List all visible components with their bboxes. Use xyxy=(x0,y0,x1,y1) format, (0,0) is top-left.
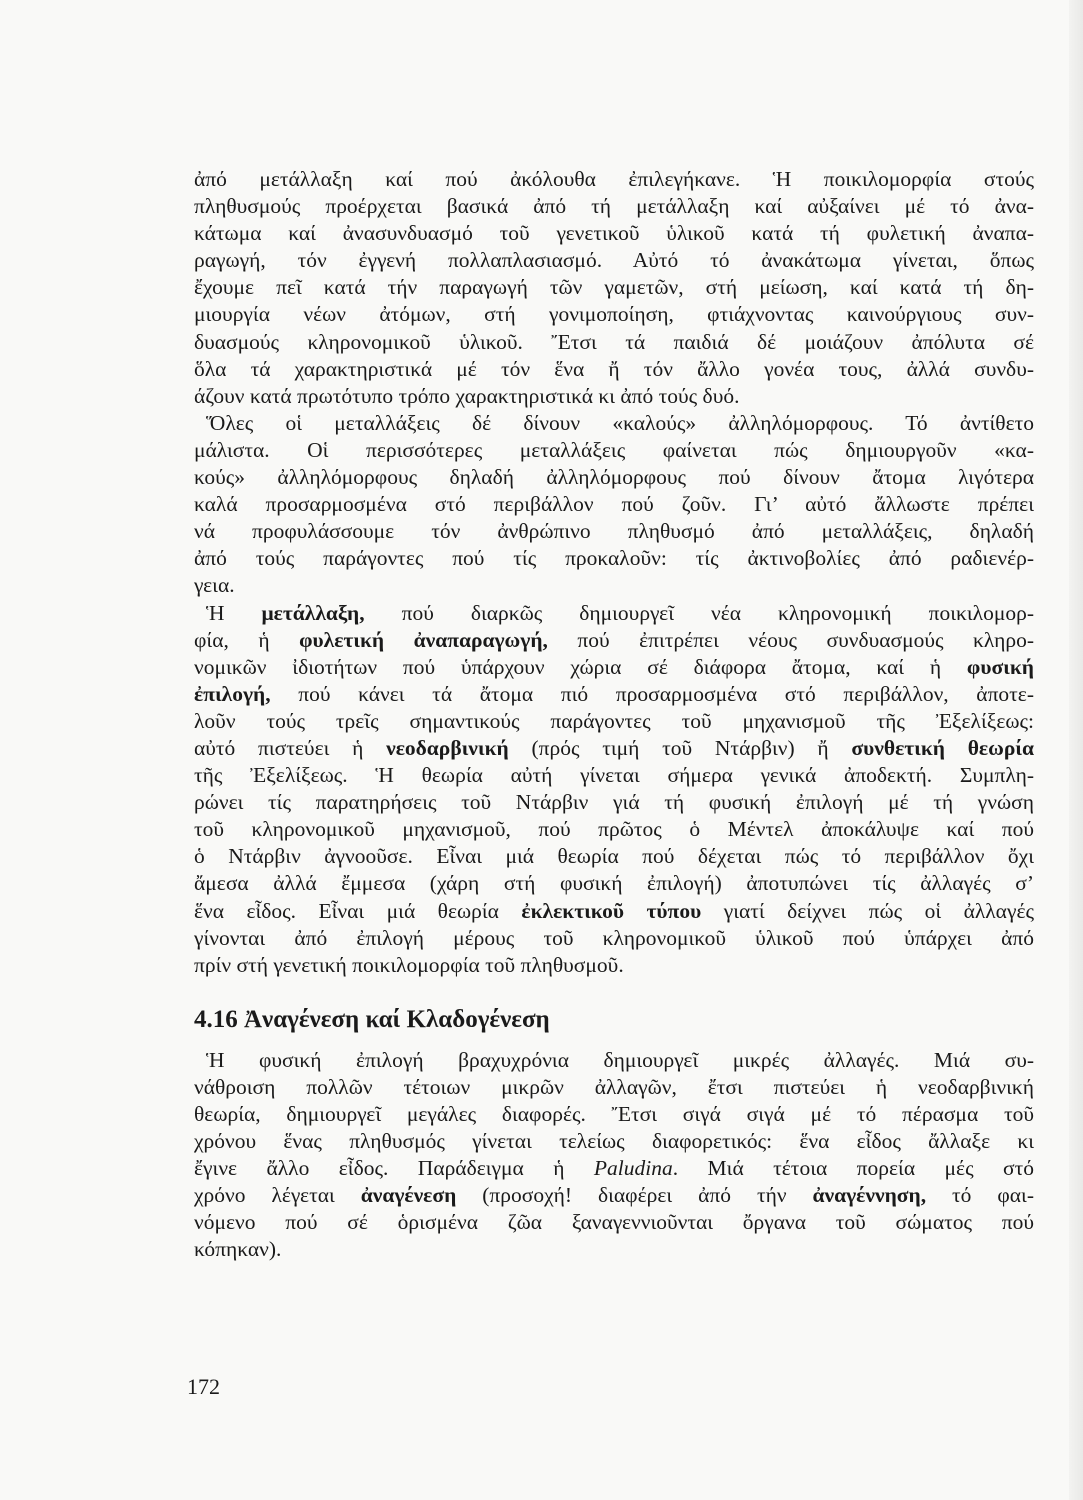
text-run: τοῦ κληρονομικοῦ μηχανισμοῦ, πού πρῶτος ὁ Μέντελ ἀποκάλυψε καί πού xyxy=(194,817,1034,842)
text-line: ἀπό τούς παράγοντες πού τίς προκαλοῦν: τίς ἀκτινοβολίες ἀπό ραδιενέρ- xyxy=(194,546,1034,571)
page-edge-shadow xyxy=(1069,0,1083,1500)
text-run: ρώνει τίς παρατηρήσεις τοῦ Ντάρβιν γιά τή φυσική ἐπιλογή μέ τή γνώση xyxy=(194,790,1034,815)
text-line xyxy=(194,735,1034,762)
text-run: ἔγινε ἄλλο εἶδος. Παράδειγμα ἡ xyxy=(194,1156,594,1181)
text-line xyxy=(194,708,1034,735)
text-run: ἕνα εἶδος. Εἶναι μιά θεωρία xyxy=(194,898,522,923)
text-run: ὁ Ντάρβιν ἀγνοοῦσε. Εἶναι μιά θεωρία πού δέχεται πώς τό περιβάλλον ὄχι xyxy=(194,844,1034,869)
text-line xyxy=(194,762,1034,789)
text-line: μιουργία νέων ἀτόμων, στή γονιμοποίηση, φτιάχνοντας καινούργιους συν- xyxy=(194,302,1034,327)
text-line xyxy=(194,681,1034,708)
bold-term: ἐκλεκτικοῦ τύπου xyxy=(521,898,702,923)
text-line xyxy=(194,925,1034,952)
bold-term: φυσική xyxy=(966,654,1034,679)
text-line: καλά προσαρμοσμένα στό περιβάλλον πού ζοῦν. Γι’ αὐτό ἄλλωστε πρέπει xyxy=(194,492,1034,517)
text-run: πρίν στή γενετική ποικιλομορφία τοῦ πληθυσμοῦ. xyxy=(194,952,624,977)
bold-term: μετάλλαξη, xyxy=(261,600,365,625)
text-run: ἄμεσα ἀλλά ἔμμεσα (χάρη στή φυσική ἐπιλογή) ἀποτυπώνει τίς ἀλλαγές σ’ xyxy=(194,871,1034,896)
text-run: πού ἐπιτρέπει νέους συνδυασμούς κληρο- xyxy=(547,627,1034,652)
text-line xyxy=(194,1047,1034,1074)
text-line: ἔχουμε πεῖ κατά τήν παραγωγή τῶν γαμετῶν, στή μείωση, καί κατά τή δη- xyxy=(194,275,1034,300)
text-line xyxy=(194,789,1034,816)
text-run: φία, ἡ xyxy=(194,627,300,652)
text-line xyxy=(194,600,1034,627)
text-run: νομικῶν ἰδιοτήτων πού ὑπάρχουν χώρια σέ διάφορα ἄτομα, καί ἡ xyxy=(194,654,967,679)
text-run: τό φαι- xyxy=(926,1183,1034,1208)
text-line: νά προφυλάσσουμε τόν ἀνθρώπινο πληθυσμό ἀπό μεταλλάξεις, δηλαδή xyxy=(194,519,1034,544)
text-run: (προσοχή! διαφέρει ἀπό τήν xyxy=(456,1183,813,1208)
bold-term: συνθετική θεωρία xyxy=(851,735,1035,760)
text-run: (πρός τιμή τοῦ Ντάρβιν) ἤ xyxy=(508,735,852,760)
text-run: αὐτό πιστεύει ἡ xyxy=(194,735,387,760)
text-line: κούς» ἀλληλόμορφους δηλαδή ἀλληλόμορφους πού δίνουν ἄτομα λιγότερα xyxy=(194,465,1034,490)
text-line xyxy=(194,816,1034,843)
text-line xyxy=(194,1128,1034,1155)
text-line xyxy=(194,870,1034,897)
text-line: άζουν κατά πρωτότυπο τρόπο χαρακτηριστικά κι ἀπό τούς δυό. xyxy=(194,383,740,408)
text-run: χρόνου ἕνας πληθυσμός γίνεται τελείως διαφορετικός: ἕνα εἶδος ἄλλαξε κι xyxy=(194,1129,1034,1154)
text-run: πού κάνει τά ἄτομα πιό προσαρμοσμένα στό περιβάλλον, ἀποτε- xyxy=(270,681,1034,706)
bold-term: φυλετική ἀναπαραγωγή, xyxy=(299,627,548,652)
bold-term: ἀναγέννηση, xyxy=(812,1183,927,1208)
paragraph-synthetic-theory xyxy=(194,600,1034,979)
text-line: γεια. xyxy=(194,573,235,598)
text-run: νάθροιση πολλῶν τέτοιων μικρῶν ἀλλαγῶν, ἔτσι πιστεύει ἡ νεοδαρβινική xyxy=(194,1074,1034,1099)
text-run: νόμενο πού σέ ὁρισμένα ζῶα ξαναγεννιοῦνται ὄργανα τοῦ σώματος πού xyxy=(194,1210,1034,1235)
text-line xyxy=(194,1074,1034,1101)
text-line: Ὅλες οἱ μεταλλάξεις δέ δίνουν «καλούς» ἀλληλόμορφους. Τό ἀντίθετο xyxy=(206,410,1034,435)
bold-term: νεοδαρβινική xyxy=(386,735,509,760)
paragraph-mutation-variation xyxy=(194,166,1034,410)
text-line xyxy=(194,627,1034,654)
paragraph-harmful-mutations xyxy=(194,410,1034,600)
text-line xyxy=(194,952,1034,979)
text-line: δυασμούς κληρονομικοῦ ὑλικοῦ. Ἔτσι τά παιδιά δέ μοιάζουν ἀπόλυτα σέ xyxy=(194,329,1034,354)
text-line xyxy=(194,898,1034,925)
book-page-body xyxy=(194,166,1034,1264)
text-line: ὅλα τά χαρακτηριστικά μέ τόν ἕνα ἤ τόν ἄλλο γονέα τους, ἀλλά συνδυ- xyxy=(194,356,1034,381)
text-line xyxy=(194,1155,1034,1182)
text-run: . Μιά τέτοια πορεία μές στό xyxy=(672,1156,1034,1181)
text-line xyxy=(194,1101,1034,1128)
section-heading: 4.16 Ἀναγένεση καί Κλαδογένεση xyxy=(194,1005,550,1033)
text-run: τῆς Ἐξελίξεως. Ἡ θεωρία αὐτή γίνεται σήμερα γενικά ἀποδεκτή. Συμπλη- xyxy=(194,763,1034,788)
text-line: κάτωμα καί ἀνασυνδυασμό τοῦ γενετικοῦ ὑλικοῦ κατά τή φυλετική ἀναπα- xyxy=(194,221,1034,246)
text-run: Ἡ φυσική ἐπιλογή βραχυχρόνια δημιουργεῖ μικρές ἀλλαγές. Μιά συ- xyxy=(206,1047,1034,1072)
text-line xyxy=(194,1236,1034,1263)
page-number: 172 xyxy=(187,1374,220,1399)
text-run: θεωρία, δημιουργεῖ μεγάλες διαφορές. Ἔτσι σιγά σιγά μέ τό πέρασμα τοῦ xyxy=(194,1102,1034,1126)
text-line xyxy=(194,654,1034,681)
text-run: χρόνο λέγεται xyxy=(194,1183,361,1208)
bold-term: ἀναγένεση xyxy=(360,1183,457,1208)
text-run: Ἡ xyxy=(206,600,262,625)
text-run: γίνονται ἀπό ἐπιλογή μέρους τοῦ κληρονομικοῦ ὑλικοῦ πού ὑπάρχει ἀπό xyxy=(194,925,1034,950)
text-run: πού διαρκῶς δημιουργεῖ νέα κληρονομική ποικιλομορ- xyxy=(364,600,1034,625)
text-run: γιατί δείχνει πώς οἱ ἀλλαγές xyxy=(701,898,1034,923)
paragraph-anagenesis xyxy=(194,1047,1034,1264)
text-line xyxy=(194,1209,1034,1236)
text-line: ραγωγή, τόν ἐγγενή πολλαπλασιασμό. Αὐτό τό ἀνακάτωμα γίνεται, ὅπως xyxy=(194,248,1034,273)
text-line: ἀπό μετάλλαξη καί πού ἀκόλουθα ἐπιλεγήκανε. Ἡ ποικιλομορφία στούς xyxy=(194,167,1034,191)
text-run: λοῦν τούς τρεῖς σημαντικούς παράγοντες τοῦ μηχανισμοῦ τῆς Ἐξελίξεως: xyxy=(194,708,1034,733)
text-run: κόπηκαν). xyxy=(194,1237,282,1262)
text-line xyxy=(194,843,1034,870)
italic-term: Paludina xyxy=(593,1156,673,1181)
bold-term: ἐπιλογή, xyxy=(194,681,271,706)
text-line: μάλιστα. Οἱ περισσότερες μεταλλάξεις φαίνεται πώς δημιουργοῦν «κα- xyxy=(194,437,1034,462)
text-line: πληθυσμούς προέρχεται βασικά ἀπό τή μετάλλαξη καί αὐξαίνει μέ τό ἀνα- xyxy=(194,194,1034,219)
text-line xyxy=(194,1182,1034,1209)
